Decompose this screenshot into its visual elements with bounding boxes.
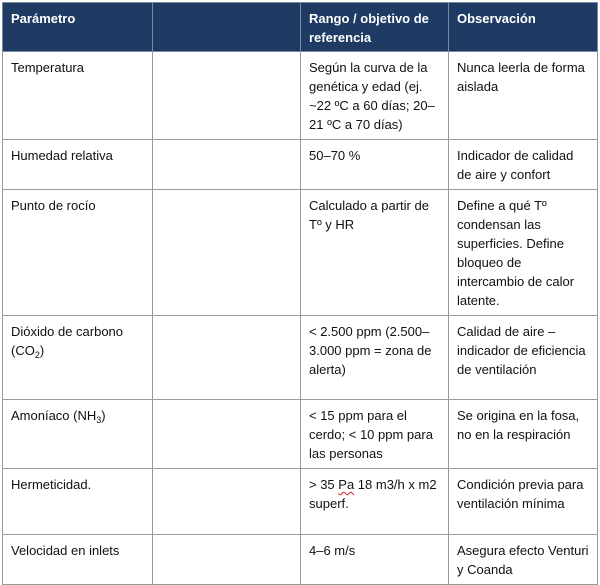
cell-observacion: Nunca leerla de forma aislada [449,52,598,140]
cell-rango: Según la curva de la genética y edad (ej. ~22 ºC a 60 días; 20–21 ºC a 70 días) [301,52,449,140]
parameters-table [2,2,598,585]
cell-blank [153,469,301,535]
cell-observacion: Calidad de aire – indicador de eficiencia de ventilación [449,316,598,400]
cell-observacion: Se origina en la fosa, no en la respiración [449,400,598,469]
parametro-text: Amoníaco (NH [11,408,97,423]
cell-blank [153,190,301,316]
table-row [3,140,598,190]
rango-text: 18 m3/h x m2 superf. [309,477,437,511]
cell-parametro: Temperatura [3,52,153,140]
cell-blank [153,400,301,469]
cell-blank [153,52,301,140]
table-row [3,190,598,316]
cell-rango: < 2.500 ppm (2.500–3.000 ppm = zona de alerta) [301,316,449,400]
parametro-close: ) [39,343,45,358]
header-rango: Rango / objetivo de referencia [301,3,449,52]
cell-parametro: Velocidad en inlets [3,535,153,585]
cell-observacion: Indicador de calidad de aire y confort [449,140,598,190]
header-parametro: Parámetro [3,3,153,52]
cell-blank [153,535,301,585]
cell-observacion: Condición previa para ventilación mínima [449,469,598,535]
cell-rango: < 15 ppm para el cerdo; < 10 ppm para las personas [301,400,449,469]
table-row [3,316,598,400]
cell-rango [301,469,449,535]
parametro-close: ) [101,408,106,423]
cell-parametro: Hermeticidad. [3,469,153,535]
table-header-row [3,3,598,52]
cell-blank [153,140,301,190]
table-row [3,52,598,140]
cell-rango: 50–70 % [301,140,449,190]
header-blank [153,3,301,52]
cell-parametro: Humedad relativa [3,140,153,190]
table-row [3,469,598,535]
parametro-text: Dióxido de carbono (CO [11,324,124,358]
spellcheck-flagged-word: Pa [338,477,355,492]
table-row [3,400,598,469]
rango-text: > 35 [309,477,339,492]
parametro-subscript: 3 [96,415,102,425]
cell-parametro [3,400,153,469]
header-observacion: Observación [449,3,598,52]
cell-rango: 4–6 m/s [301,535,449,585]
cell-observacion: Asegura efecto Venturi y Coanda [449,535,598,585]
parametro-subscript: 2 [34,350,40,360]
cell-rango: Calculado a partir de Tº y HR [301,190,449,316]
cell-observacion: Define a qué Tº condensan las superficies. Define bloqueo de intercambio de calor latente. [449,190,598,316]
cell-blank [153,316,301,400]
table-row [3,535,598,585]
cell-parametro [3,316,153,400]
cell-parametro: Punto de rocío [3,190,153,316]
